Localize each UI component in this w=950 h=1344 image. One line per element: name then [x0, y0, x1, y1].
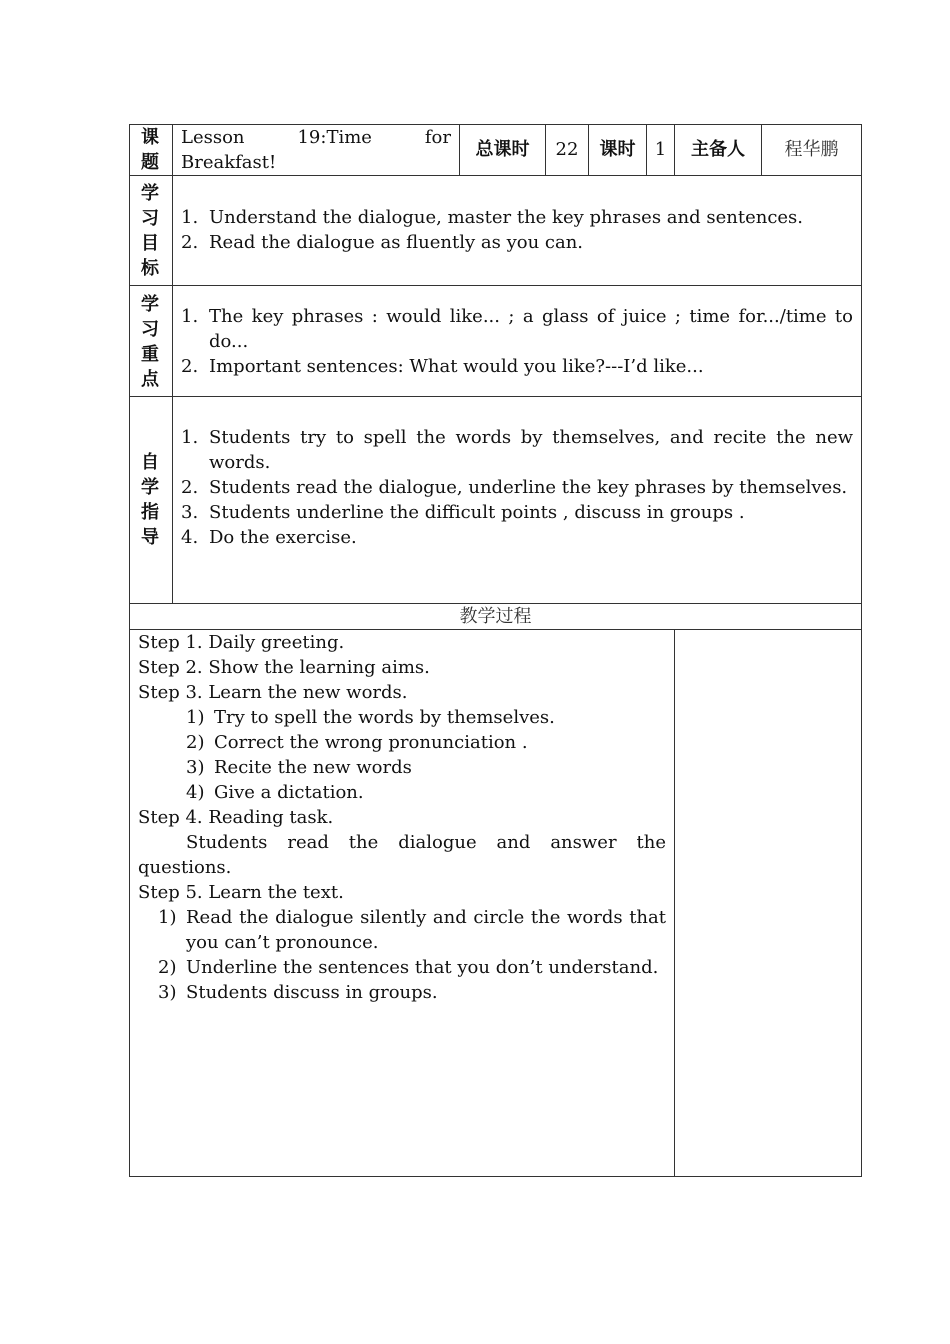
total-hours-label: 总课时 [475, 139, 530, 160]
key-points-content [181, 304, 853, 379]
list-item: 3) Recite the new words [186, 757, 412, 778]
objectives-label: 学 习 目 标 [141, 183, 159, 279]
process-heading: 教学过程 [459, 606, 532, 627]
list-item: 1) Try to spell the words by themselves. [186, 707, 555, 728]
preparer-value: 程华鹏 [784, 139, 839, 160]
row-divider-1 [129, 175, 862, 176]
step-2: Step 2. Show the learning aims. [138, 657, 430, 678]
list-item: 3) Students discuss in groups. [158, 982, 438, 1003]
list-item: 4) Give a dictation. [186, 782, 364, 803]
table-border-bottom [129, 1176, 862, 1177]
self-study-label: 自 学 指 导 [141, 452, 159, 548]
list-item: 1. The key phrases : would like... ; a glass of juice ; time for.../time to do... [181, 306, 853, 352]
lesson-title-line1: Lesson 19:Time for [181, 127, 451, 148]
label-column-divider [172, 124, 173, 604]
step-1: Step 1. Daily greeting. [138, 632, 345, 653]
row-divider-3 [129, 396, 862, 397]
step-4: Step 4. Reading task. [138, 807, 334, 828]
row-divider-2 [129, 285, 862, 286]
list-item: 4. Do the exercise. [181, 527, 357, 548]
list-item: 1. Understand the dialogue, master the key phrases and sentences. [181, 207, 804, 228]
topic-label: 课 题 [141, 127, 159, 173]
preparer-label: 主备人 [691, 139, 745, 160]
process-column-divider [674, 629, 675, 1177]
step-5-list [158, 905, 666, 1005]
lesson-title [181, 125, 451, 175]
self-study-content [181, 425, 853, 550]
step-3: Step 3. Learn the new words. [138, 682, 408, 703]
total-hours-value: 22 [555, 139, 579, 160]
list-item: 2. Read the dialogue as fluently as you can. [181, 232, 584, 253]
step-3-list [186, 705, 666, 805]
key-points-label: 学 习 重 点 [141, 294, 159, 390]
list-item: 3. Students underline the difficult points , discuss in groups . [181, 502, 745, 523]
step-4-line1: Students read the dialogue and answer the [186, 832, 666, 853]
lesson-title-line2: Breakfast! [181, 152, 277, 173]
step-4-line2: questions. [138, 857, 232, 878]
hour-value: 1 [654, 139, 667, 160]
process-content [138, 630, 666, 1005]
table-border-right [861, 124, 862, 1177]
list-item: 2. Students read the dialogue, underline the key phrases by themselves. [181, 477, 848, 498]
table-border-left [129, 124, 130, 1177]
list-item: 1. Students try to spell the words by themselves, and recite the new words. [181, 427, 853, 473]
objectives-content [181, 205, 853, 255]
list-item: 2) Correct the wrong pronunciation . [186, 732, 528, 753]
hour-label: 课时 [599, 139, 636, 160]
step-5: Step 5. Learn the text. [138, 882, 344, 903]
key-points-list [181, 304, 853, 379]
objectives-list [181, 205, 853, 255]
list-item: 2) Underline the sentences that you don’t understand. [158, 957, 659, 978]
list-item: 2. Important sentences: What would you like?---I’d like... [181, 356, 704, 377]
list-item: 1) Read the dialogue silently and circle the words that you can’t pronounce. [158, 907, 666, 953]
self-study-list [181, 425, 853, 550]
